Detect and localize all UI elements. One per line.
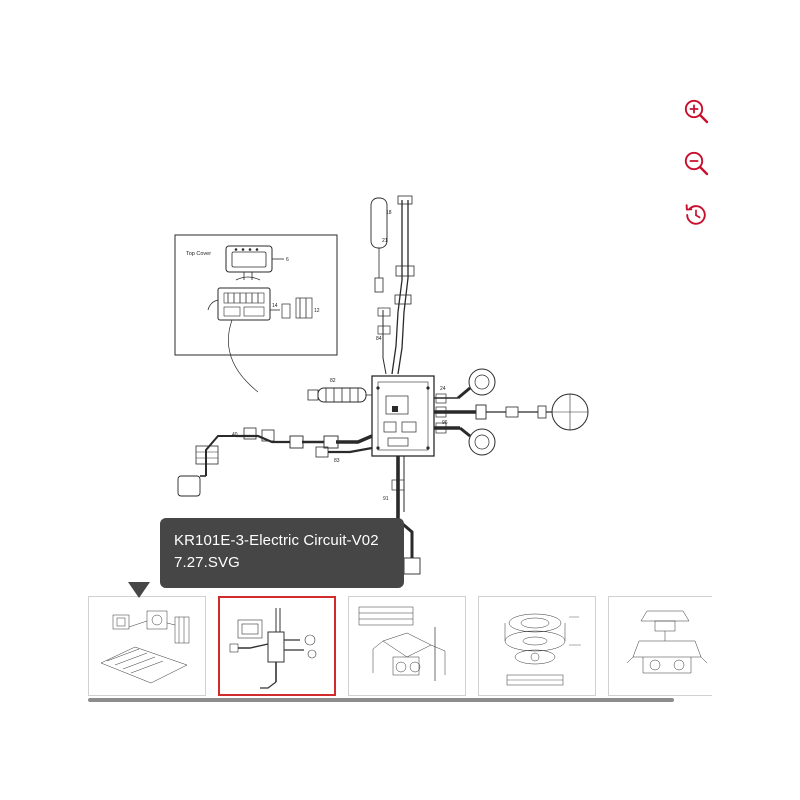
tooltip-arrow — [128, 582, 150, 598]
svg-text:83: 83 — [334, 458, 340, 464]
zoom-in-icon[interactable] — [681, 96, 711, 126]
thumbnail-filmstrip[interactable] — [88, 596, 712, 700]
tooltip-line-1: KR101E-3-Electric Circuit-V02 — [174, 532, 379, 549]
svg-text:18: 18 — [386, 210, 392, 216]
svg-text:12: 12 — [314, 308, 320, 314]
list-item[interactable] — [218, 596, 336, 696]
list-item[interactable] — [88, 596, 206, 696]
svg-text:96: 96 — [442, 420, 448, 426]
list-item[interactable] — [478, 596, 596, 696]
file-name-tooltip — [160, 518, 404, 588]
filmstrip-scrollbar[interactable] — [88, 698, 674, 702]
svg-text:84: 84 — [376, 336, 382, 342]
svg-text:24: 24 — [440, 386, 446, 392]
svg-text:21: 21 — [382, 238, 388, 244]
viewer-toolbar — [676, 96, 716, 230]
svg-text:40: 40 — [232, 432, 238, 438]
reset-icon[interactable] — [681, 200, 711, 230]
zoom-out-icon[interactable] — [681, 148, 711, 178]
list-item[interactable] — [348, 596, 466, 696]
svg-text:82: 82 — [330, 378, 336, 384]
drawing-caption: Top Cover — [186, 251, 212, 257]
svg-text:14: 14 — [272, 303, 278, 309]
svg-text:91: 91 — [383, 496, 389, 502]
list-item[interactable] — [608, 596, 712, 696]
tooltip-line-2: 7.27.SVG — [174, 554, 240, 571]
svg-text:6: 6 — [286, 257, 289, 263]
